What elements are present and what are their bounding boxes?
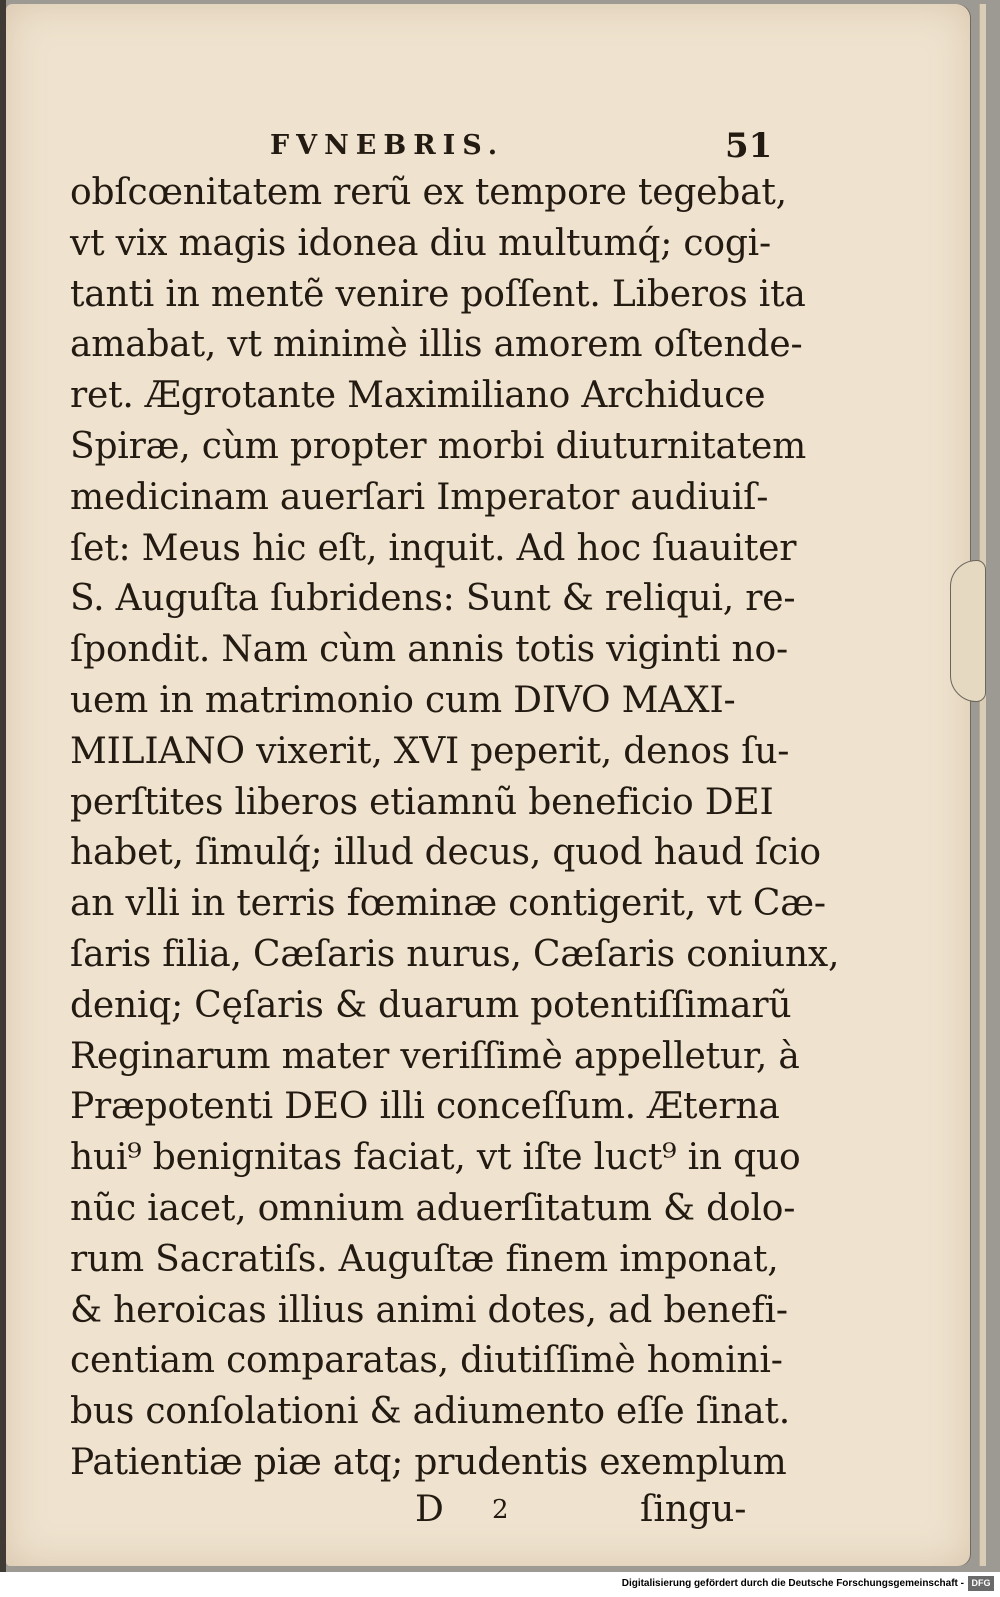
signature-line xyxy=(70,1489,770,1539)
text-line: an vlli in terris fœminæ contigerit, vt Cæ- xyxy=(70,883,826,925)
body-text xyxy=(70,168,840,1489)
page-text-block xyxy=(70,120,840,1539)
text-line: ret. Ægrotante Maximiliano Archiduce xyxy=(70,375,766,417)
text-line: S. Auguſta ſubridens: Sunt & reliqui, re- xyxy=(70,578,796,620)
dfg-logo: DFG xyxy=(968,1576,994,1591)
text-line: ſet: Meus hic eſt, inquit. Ad hoc ſuauiter xyxy=(70,527,797,569)
text-line: hui⁹ benignitas faciat, vt iſte luct⁹ in quo xyxy=(70,1137,801,1179)
text-line: tanti in mentẽ venire poſſent. Liberos ita xyxy=(70,273,806,315)
text-line: Spiræ, cùm propter morbi diuturnitatem xyxy=(70,425,807,467)
text-line: vt vix magis idonea diu multumq́; cogi- xyxy=(70,222,771,264)
funding-credit: Digitalisierung gefördert durch die Deutsche Forschungsgemeinschaft - xyxy=(621,1578,964,1589)
signature-number: 2 xyxy=(492,1494,509,1525)
text-line: medicinam auerſari Imperator audiuiſ- xyxy=(70,476,769,518)
text-line: uem in matrimonio cum DIVO MAXI- xyxy=(70,679,736,721)
footer-bar xyxy=(0,1572,1000,1597)
running-head-title: FVNEBRIS. xyxy=(270,130,505,161)
text-line: ſpondit. Nam cùm annis totis viginti no- xyxy=(70,629,788,671)
text-line: bus conſolationi & adiumento eſſe ſinat. xyxy=(70,1391,790,1433)
text-line: habet, ſimulq́; illud decus, quod haud ſcio xyxy=(70,832,821,874)
folio-number: 51 xyxy=(725,126,773,166)
text-line: deniq; Cęſaris & duarum potentiſſimarũ xyxy=(70,984,792,1026)
text-line: Præpotenti DEO illi conceſſum. Æterna xyxy=(70,1086,780,1128)
signature-mark: D xyxy=(415,1488,444,1530)
text-line: centiam comparatas, diutiſſimè homini- xyxy=(70,1340,783,1382)
text-line: rum Sacratiſs. Auguſtæ finem imponat, xyxy=(70,1238,779,1280)
text-line: amabat, vt minimè illis amorem oſtende- xyxy=(70,324,803,366)
page-tab-marker xyxy=(950,560,986,702)
text-line: perſtites liberos etiamnũ beneficio DEI xyxy=(70,781,774,823)
text-line: ſaris filia, Cæſaris nurus, Cæſaris coniunx, xyxy=(70,933,840,975)
text-line: MILIANO vixerit, XVI peperit, denos ſu- xyxy=(70,730,790,772)
text-line: & heroicas illius animi dotes, ad benefi- xyxy=(70,1289,788,1331)
text-line: Reginarum mater veriſſimè appelletur, à xyxy=(70,1035,800,1077)
page-edge xyxy=(979,4,986,1566)
text-line: nũc iacet, omnium aduerſitatum & dolo- xyxy=(70,1187,796,1229)
text-line: obſcœnitatem rerũ ex tempore tegebat, xyxy=(70,172,787,213)
catchword: ſingu- xyxy=(640,1488,747,1530)
running-head xyxy=(70,120,773,168)
text-line: Patientiæ piæ atq; prudentis exemplum xyxy=(70,1441,787,1483)
